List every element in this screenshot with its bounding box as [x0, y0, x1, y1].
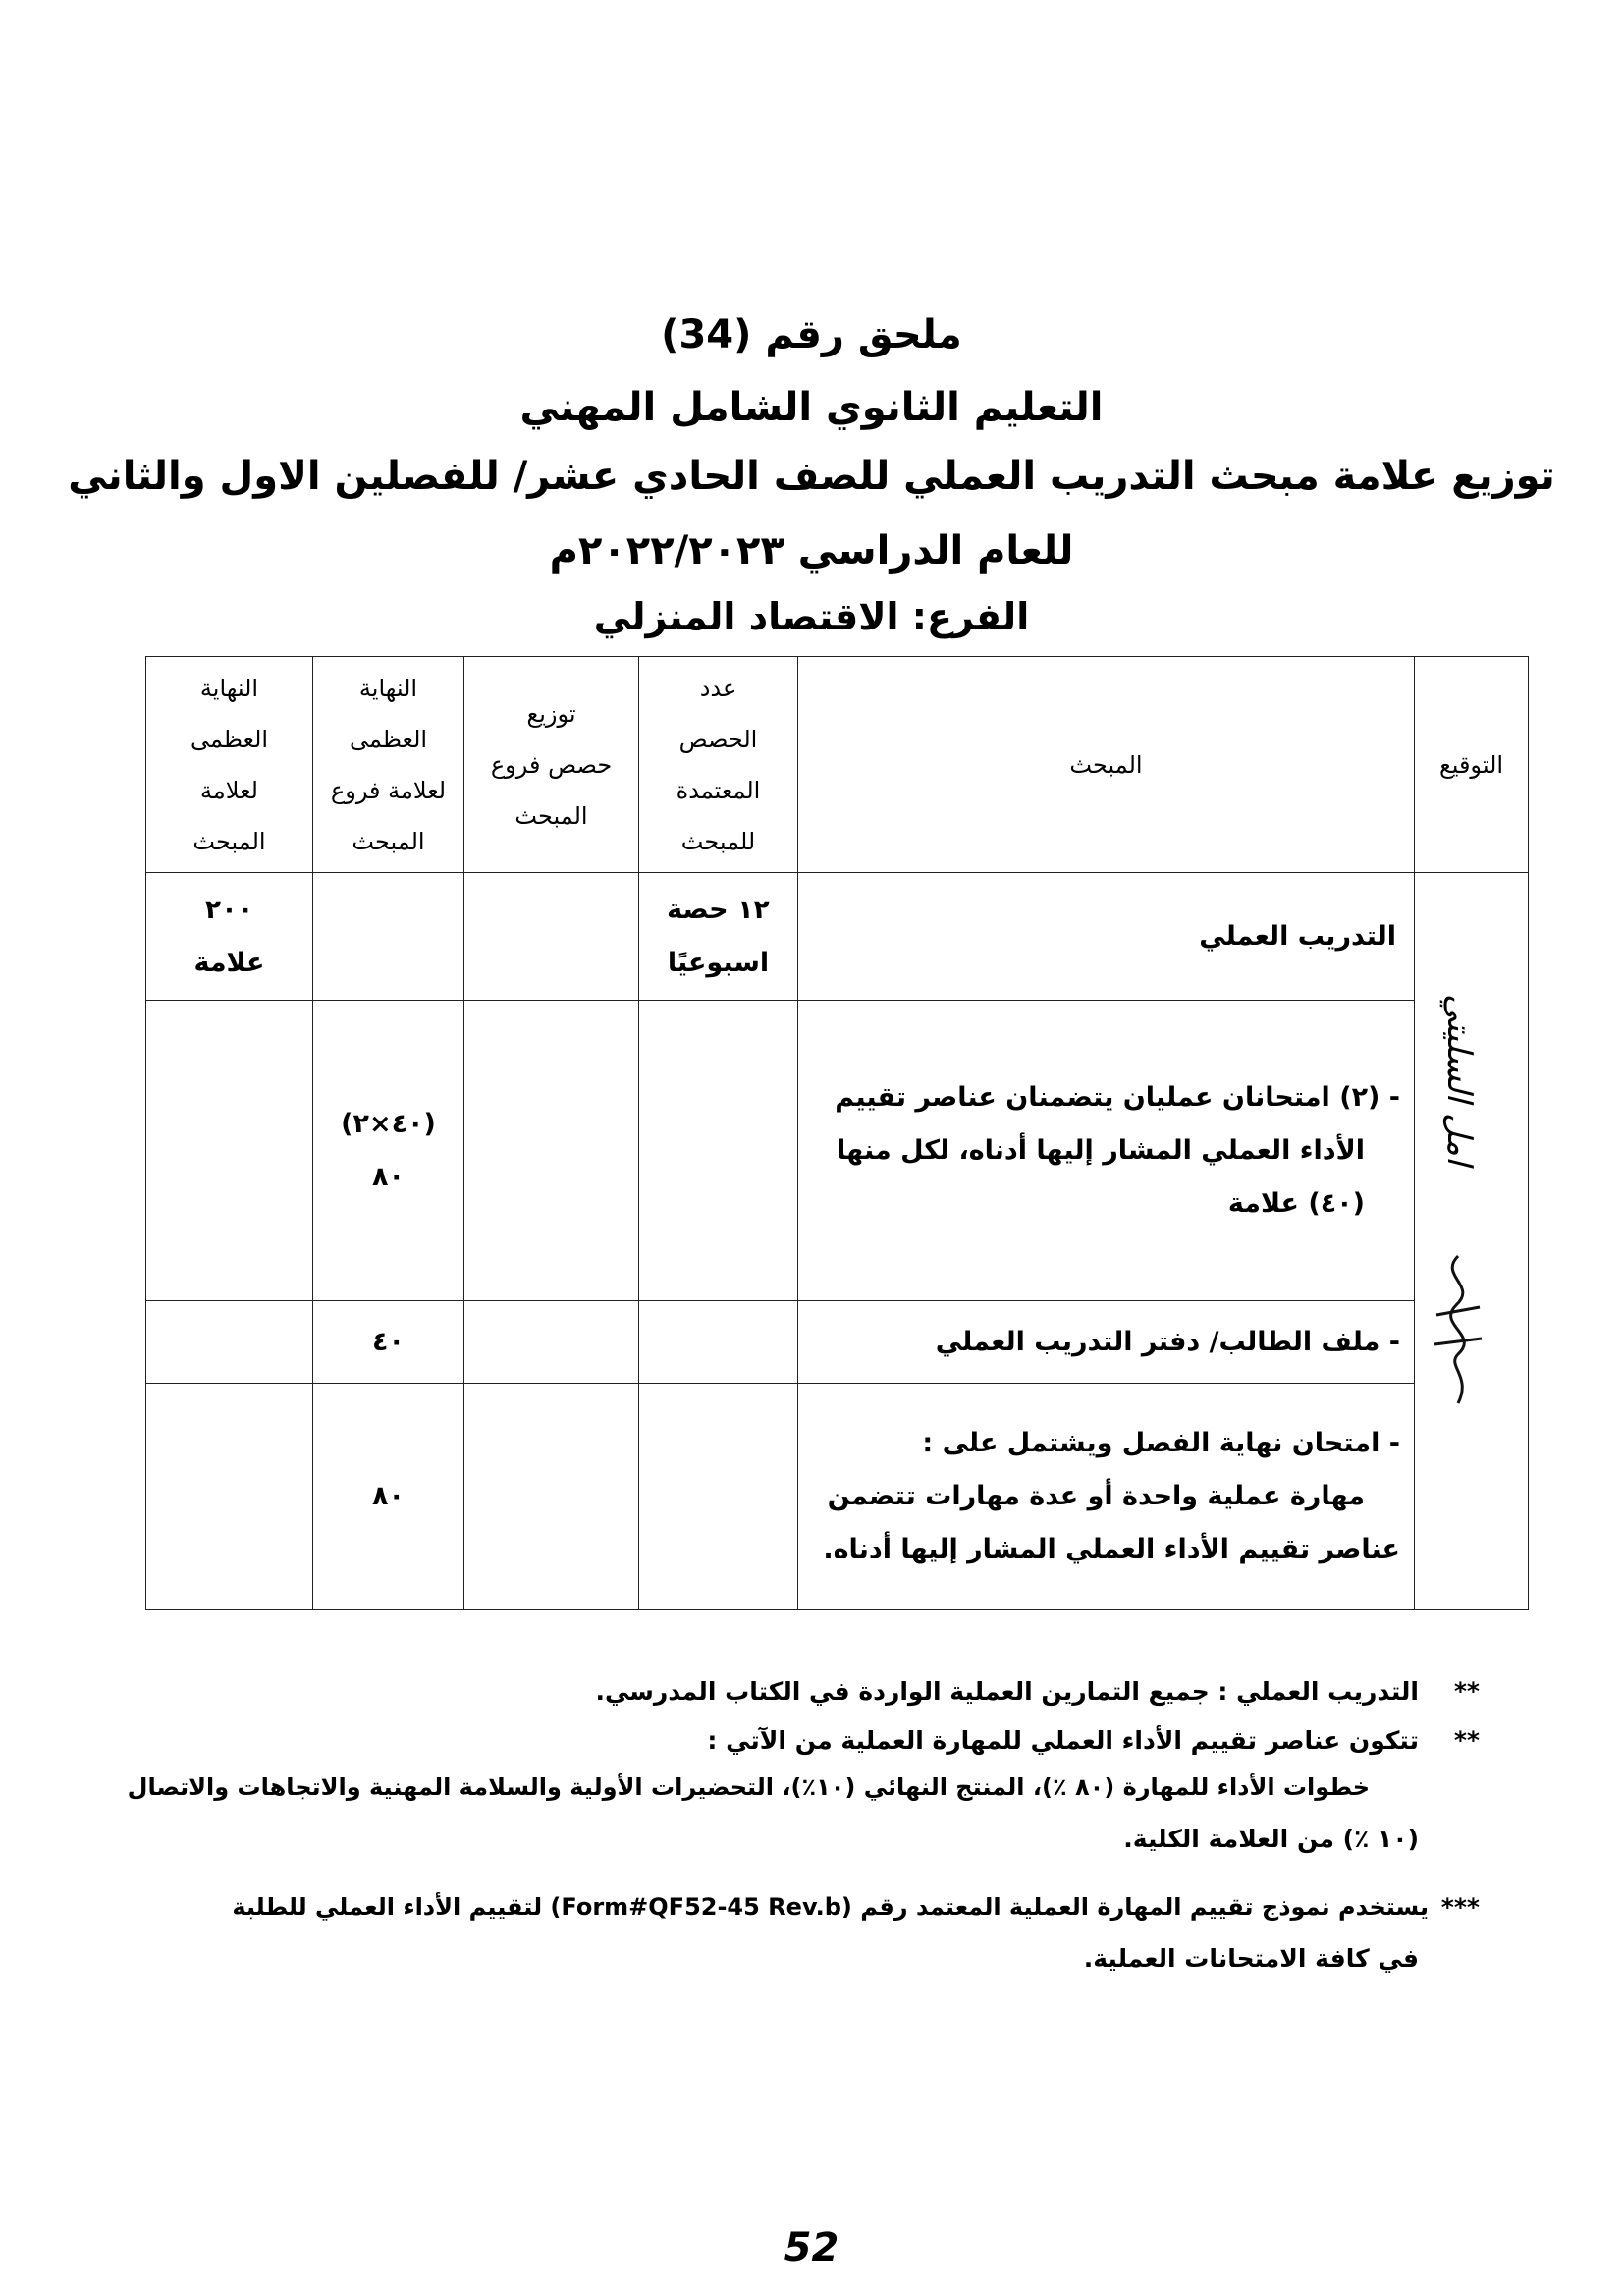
note-practical-training: التدريب العملي : جميع التمارين العملية الواردة في الكتاب المدرسي.: [595, 1677, 1419, 1706]
distribution-cell: [464, 873, 639, 1001]
program-title: التعليم الثانوي الشامل المهني: [519, 385, 1104, 430]
periods-cell: [639, 1001, 798, 1301]
header-distribution: توزيع حصص فروع المبحث: [464, 657, 639, 873]
periods-value: ١٢ حصة اسبوعيًا: [639, 873, 798, 1001]
academic-year: للعام الدراسي ٢٠٢٢/٢٠٢٣م: [549, 528, 1074, 574]
note-bullet: **: [1453, 1726, 1480, 1755]
branch-max-cell: [313, 873, 464, 1001]
final-exam-mark: ٨٠: [313, 1384, 464, 1610]
final-exam-item: - امتحان نهاية الفصل ويشتمل على : مهارة عملية واحدة أو عدة مهارات تتضمن عناصر تقييم الأداء العملي المشار إليها أدناه.: [798, 1384, 1415, 1610]
note-assessment-elements: تتكون عناصر تقييم الأداء العملي للمهارة العملية من الآتي :: [707, 1726, 1419, 1755]
practical-exams-item: - (٢) امتحانان عمليان يتضمنان عناصر تقييم الأداء العملي المشار إليها أدناه، لكل منها (٤٠) علامة: [798, 1001, 1415, 1301]
signature-mark: [1429, 1246, 1488, 1413]
branch-title: الفرع: الاقتصاد المنزلي: [593, 595, 1030, 638]
note-bullet: **: [1453, 1677, 1480, 1706]
table-header-row: [146, 657, 1529, 873]
practical-exams-mark: (٤٠×٢) ٨٠: [313, 1001, 464, 1301]
subject-max-cell: [146, 1001, 313, 1301]
student-file-item: - ملف الطالب/ دفتر التدريب العملي: [798, 1301, 1415, 1384]
periods-cell: [639, 1301, 798, 1384]
distribution-cell: [464, 1001, 639, 1301]
table-row: [146, 873, 1529, 1001]
student-file-mark: ٤٠: [313, 1301, 464, 1384]
marks-distribution-table: [145, 656, 1529, 1610]
subject-practical-training: التدريب العملي: [798, 873, 1415, 1001]
signature-name: امل السليتي: [1439, 993, 1479, 1166]
note-bullet: ***: [1440, 1893, 1480, 1922]
page-number: 52: [784, 2225, 839, 2270]
signature-cell: [1415, 873, 1529, 1610]
table-row: [146, 1384, 1529, 1610]
header-branch-max: النهاية العظمى لعلامة فروع المبحث: [313, 657, 464, 873]
table-row: [146, 1001, 1529, 1301]
note-assessment-breakdown: خطوات الأداء للمهارة (٨٠ ٪)، المنتج النهائي (١٠٪)، التحضيرات الأولية والسلامة المهنية والاتجاهات والاتصال: [127, 1774, 1370, 1801]
table-row: [146, 1301, 1529, 1384]
subject-max-cell: [146, 1301, 313, 1384]
distribution-cell: [464, 1301, 639, 1384]
periods-cell: [639, 1384, 798, 1610]
header-signature: التوقيع: [1415, 657, 1529, 873]
note-assessment-form-cont: في كافة الامتحانات العملية.: [1083, 1944, 1419, 1973]
document-title: توزيع علامة مبحث التدريب العملي للصف الحادي عشر/ للفصلين الاول والثاني: [68, 454, 1555, 499]
subject-max-value: ٢٠٠ علامة: [146, 873, 313, 1001]
header-subject-max: النهاية العظمى لعلامة المبحث: [146, 657, 313, 873]
annex-title: ملحق رقم (34): [661, 312, 962, 357]
note-assessment-form: يستخدم نموذج تقييم المهارة العملية المعتمد رقم (Form#QF52-45 Rev.b) لتقييم الأداء العملي للطلبة: [232, 1893, 1429, 1921]
distribution-cell: [464, 1384, 639, 1610]
subject-max-cell: [146, 1384, 313, 1610]
header-subject: المبحث: [798, 657, 1415, 873]
note-assessment-breakdown-cont: (١٠ ٪) من العلامة الكلية.: [1123, 1825, 1419, 1853]
header-periods: عدد الحصص المعتمدة للمبحث: [639, 657, 798, 873]
